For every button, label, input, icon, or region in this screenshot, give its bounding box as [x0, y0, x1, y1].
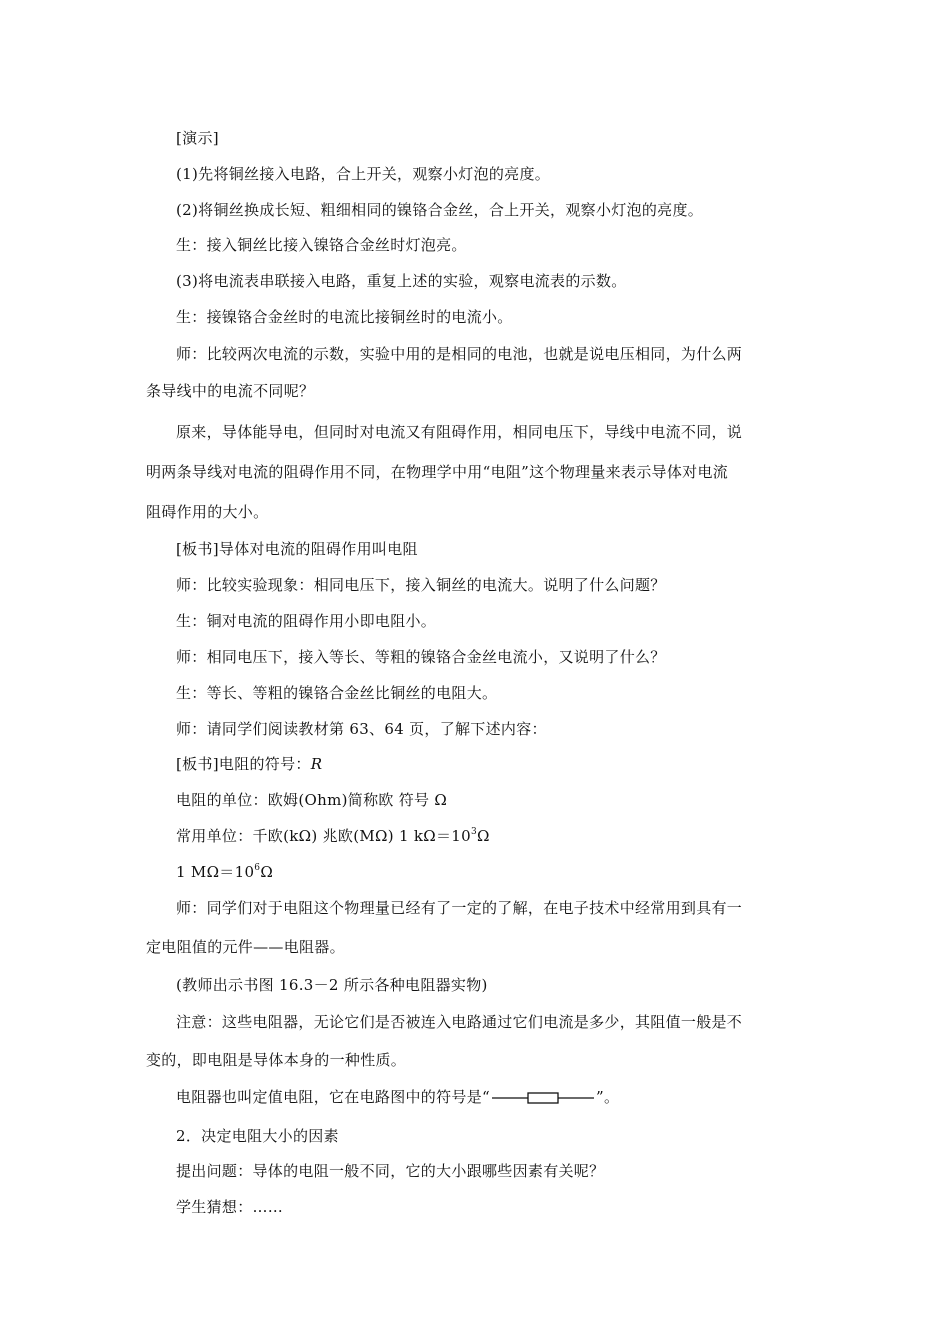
question-prompt: 提出问题：导体的电阻一般不同，它的大小跟哪些因素有关呢？ [176, 1162, 605, 1180]
demo-step-3: (3)将电流表串联接入电路，重复上述的实验，观察电流表的示数。 [176, 272, 627, 290]
explanation-line-3: 阻碍作用的大小。 [146, 503, 269, 521]
resistor-circuit-symbol-icon [492, 1091, 594, 1105]
resistor-symbol-close: ”。 [595, 1088, 620, 1106]
teacher-resistor-intro-line-2: 定电阻值的元件——电阻器。 [146, 938, 345, 956]
mega-ohm-line [176, 862, 273, 882]
kilo-unit-suffix: Ω [477, 827, 490, 845]
resistor-symbol-text: 电阻器也叫定值电阻，它在电路图中的符号是“ [176, 1088, 490, 1106]
student-answer-2: 生：接镍铬合金丝时的电流比接铜丝时的电流小。 [176, 308, 513, 326]
teacher-demo-note: (教师出示书图 16.3－2 所示各种电阻器实物) [176, 976, 488, 994]
teacher-question-2: 师：比较实验现象：相同电压下，接入铜丝的电流大。说明了什么问题？ [176, 576, 666, 594]
board-note-definition: [板书]导体对电流的阻碍作用叫电阻 [176, 540, 418, 558]
common-units-line [176, 826, 490, 846]
student-answer-3: 生：铜对电流的阻碍作用小即电阻小。 [176, 612, 437, 630]
explanation-line-1: 原来，导体能导电，但同时对电流又有阻碍作用，相同电压下，导线中电流不同，说 [176, 423, 743, 441]
demo-step-1: (1)先将铜丝接入电路，合上开关，观察小灯泡的亮度。 [176, 165, 551, 183]
teacher-question-line-1: 师：比较两次电流的示数，实验中用的是相同的电池，也就是说电压相同，为什么两 [176, 345, 743, 363]
resistance-unit-line: 电阻的单位：欧姆(Ohm)简称欧 符号 Ω [176, 791, 448, 809]
resistance-symbol-r: R [310, 755, 323, 773]
note-line-2: 变的，即电阻是导体本身的一种性质。 [146, 1051, 407, 1069]
teacher-question-line-2: 条导线中的电流不同呢？ [146, 382, 315, 400]
teacher-resistor-intro-line-1: 师：同学们对于电阻这个物理量已经有了一定的了解，在电子技术中经常用到具有一 [176, 899, 743, 917]
teacher-reading-instruction: 师：请同学们阅读教材第 63、64 页，了解下述内容： [176, 720, 547, 738]
kilo-exponent: 3 [471, 827, 478, 837]
explanation-line-2: 明两条导线对电流的阻碍作用不同，在物理学中用“电阻”这个物理量来表示导体对电流 [146, 463, 729, 481]
teacher-question-3: 师：相同电压下，接入等长、等粗的镍铬合金丝电流小，又说明了什么？ [176, 648, 666, 666]
board-note-symbol-label: [板书]电阻的符号： [176, 755, 311, 773]
note-line-1: 注意：这些电阻器，无论它们是否被连入电路通过它们电流是多少，其阻值一般是不 [176, 1013, 743, 1031]
mega-unit-suffix: Ω [260, 863, 274, 881]
demo-heading: [演示] [176, 129, 219, 147]
common-units-text: 常用单位：千欧(kΩ) 兆欧(MΩ) 1 kΩ＝10 [176, 827, 471, 845]
student-answer-1: 生：接入铜丝比接入镍铬合金丝时灯泡亮。 [176, 236, 467, 254]
student-answer-4: 生：等长、等粗的镍铬合金丝比铜丝的电阻大。 [176, 684, 498, 702]
board-note-symbol [176, 754, 322, 774]
mega-exponent: 6 [254, 863, 261, 873]
mega-ohm-text: 1 MΩ＝10 [176, 863, 255, 881]
student-guess: 学生猜想：…… [176, 1198, 284, 1216]
resistor-symbol-line [176, 1087, 619, 1107]
section-heading-factors: 2．决定电阻大小的因素 [176, 1127, 339, 1145]
demo-step-2: (2)将铜丝换成长短、粗细相同的镍铬合金丝，合上开关，观察小灯泡的亮度。 [176, 201, 704, 219]
